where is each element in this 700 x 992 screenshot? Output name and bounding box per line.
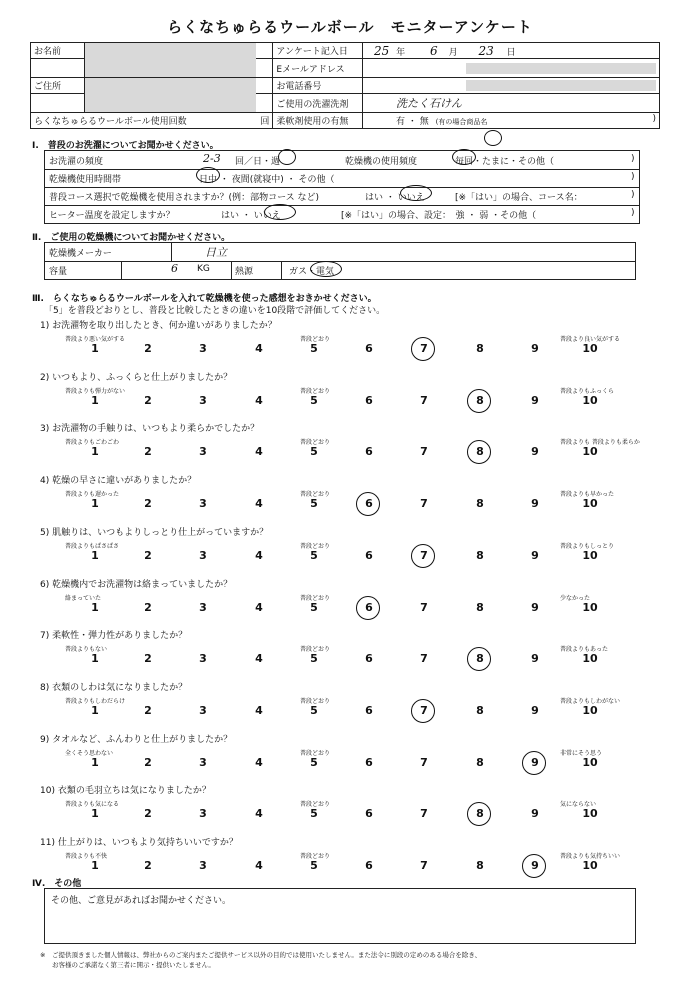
course-options: はい ・ いいえ bbox=[365, 193, 425, 203]
rating-option[interactable]: 1 bbox=[91, 393, 99, 407]
freq-value: 2-3 bbox=[203, 152, 221, 165]
rating-option[interactable]: 5 bbox=[310, 652, 318, 666]
softener-label: 柔軟剤使用の有無 bbox=[273, 113, 363, 129]
email-field[interactable] bbox=[363, 59, 660, 78]
rating-option[interactable]: 1 bbox=[91, 600, 99, 614]
rating-option[interactable]: 1 bbox=[91, 807, 99, 821]
name-label: お名前 bbox=[31, 43, 85, 59]
scale-label-low: 普段よりも気になる bbox=[65, 801, 120, 809]
question-text: 10) 衣類の毛羽立ちは気になりましたか？ bbox=[40, 786, 211, 797]
freq-week-circle bbox=[278, 149, 296, 165]
scale-label-high: 普段よりもしわがない bbox=[560, 697, 621, 705]
rating-option[interactable]: 7 bbox=[420, 445, 428, 459]
dryer-freq-options: 毎回・たまに・その他（ bbox=[455, 157, 555, 167]
scale-label-mid: 普段どおり bbox=[300, 542, 331, 550]
rating-option[interactable]: 7 bbox=[420, 807, 428, 821]
selected-rating-circle bbox=[356, 596, 380, 620]
rating-option[interactable]: 6 bbox=[365, 652, 373, 666]
dryer-time-label: 乾燥機使用時間帯 bbox=[49, 175, 122, 185]
scale-label-low: 全くそう思わない bbox=[65, 749, 114, 757]
rating-option[interactable]: 7 bbox=[420, 342, 428, 355]
rating-option[interactable]: 10 bbox=[582, 548, 598, 562]
dryer-every-circle bbox=[452, 149, 476, 165]
scale-label-high: 普段よりもふっくら bbox=[560, 387, 615, 395]
rating-option[interactable]: 3 bbox=[199, 497, 207, 511]
rating-option[interactable]: 6 bbox=[365, 497, 373, 511]
rating-option[interactable]: 9 bbox=[531, 652, 539, 666]
rating-option[interactable]: 1 bbox=[91, 652, 99, 666]
rating-option[interactable]: 5 bbox=[310, 342, 318, 355]
rating-option[interactable]: 3 bbox=[199, 600, 207, 614]
rating-option[interactable]: 1 bbox=[91, 548, 99, 562]
rating-option[interactable]: 9 bbox=[531, 497, 539, 511]
rating-option[interactable]: 7 bbox=[420, 652, 428, 666]
question-text: 2) いつもより、ふっくらと仕上がりましたか？ bbox=[40, 372, 233, 383]
phone-label: お電話番号 bbox=[273, 78, 363, 94]
question-text: 5) 肌触りは、いつもよりしっとり仕上がっていますか？ bbox=[40, 527, 269, 538]
address-label: ご住所 bbox=[31, 78, 85, 94]
scale-label-high: 気にならない bbox=[560, 801, 597, 809]
rating-option[interactable]: 6 bbox=[365, 703, 373, 717]
heater-close: ) bbox=[631, 208, 635, 218]
rating-option[interactable]: 7 bbox=[420, 393, 428, 407]
capacity-value: 6 bbox=[171, 262, 178, 275]
scale-label-mid: 普段どおり bbox=[300, 749, 331, 757]
rating-option[interactable]: 3 bbox=[199, 807, 207, 821]
section3-subheading: 「5」を普段どおりとし、普段と比較したときの違いを10段階で評価してください。 bbox=[44, 306, 386, 316]
rating-option[interactable]: 6 bbox=[365, 445, 373, 459]
rating-option[interactable]: 1 bbox=[91, 755, 99, 769]
year-unit: 年 bbox=[396, 47, 406, 58]
rating-option[interactable]: 9 bbox=[531, 600, 539, 614]
rating-option[interactable]: 2 bbox=[144, 445, 152, 459]
question-text: 8) 衣類のしわは気になりましたか？ bbox=[40, 682, 188, 693]
scale-label-high: 普段よりも 普段よりも柔らか bbox=[560, 439, 640, 447]
section2-box bbox=[44, 242, 636, 280]
rating-option[interactable]: 3 bbox=[199, 342, 207, 355]
rating-option[interactable]: 6 bbox=[365, 807, 373, 821]
rating-option[interactable]: 3 bbox=[199, 393, 207, 407]
rating-option[interactable]: 8 bbox=[476, 342, 484, 355]
scale-label-low: 普段よりも不快 bbox=[65, 853, 108, 860]
dryer-time-options: 日中 ・ 夜間(就寝中) ・ その他（ bbox=[199, 175, 335, 185]
scale-label-mid: 普段どおり bbox=[300, 439, 331, 447]
question-text: 11) 仕上がりは、いつもより気持ちいいですか？ bbox=[40, 838, 238, 848]
phone-field[interactable] bbox=[363, 78, 660, 94]
rating-option[interactable]: 10 bbox=[582, 600, 598, 614]
scale-label-high: 普段より良い気がする bbox=[560, 336, 621, 343]
heater-label: ヒーター温度を設定しますか？ bbox=[49, 211, 175, 221]
rating-option[interactable]: 6 bbox=[365, 755, 373, 769]
rating-option[interactable]: 10 bbox=[582, 342, 598, 355]
privacy-notice bbox=[40, 950, 481, 970]
rating-option[interactable]: 9 bbox=[531, 703, 539, 717]
heater-options: はい ・ いいえ bbox=[221, 211, 281, 221]
scale-label-mid: 普段どおり bbox=[300, 853, 331, 860]
date-label: アンケート記入日 bbox=[273, 43, 363, 59]
question-text: 9) タオルなど、ふんわりと仕上がりましたか？ bbox=[40, 734, 233, 745]
scale-label-mid: 普段どおり bbox=[300, 336, 331, 343]
rating-option[interactable]: 3 bbox=[199, 445, 207, 459]
rating-option[interactable]: 8 bbox=[476, 652, 484, 666]
selected-rating-circle bbox=[522, 854, 546, 878]
rating-option[interactable]: 8 bbox=[476, 445, 484, 459]
scale-label-low: 普段よりもごわごわ bbox=[65, 439, 120, 447]
usage-count-unit: 回 bbox=[256, 113, 273, 129]
rating-option[interactable]: 10 bbox=[582, 393, 598, 407]
scale-label-high: 普段よりもあった bbox=[560, 646, 608, 654]
comments-prompt: その他、ご意見があればお聞かせください。 bbox=[51, 896, 232, 906]
softener-field[interactable] bbox=[363, 113, 660, 129]
course-no-circle bbox=[400, 185, 432, 201]
name-field[interactable] bbox=[84, 43, 256, 78]
rating-option[interactable]: 7 bbox=[420, 703, 428, 717]
rating-option[interactable]: 8 bbox=[476, 859, 484, 872]
scale-label-low: 普段より悪い気がする bbox=[65, 336, 126, 343]
rating-option[interactable]: 1 bbox=[91, 497, 99, 511]
scale-label-mid: 普段どおり bbox=[300, 594, 331, 602]
question-text: 4) 乾燥の早さに違いがありましたか？ bbox=[40, 476, 197, 487]
freq-units: 回／日・週 bbox=[235, 157, 281, 167]
rating-option[interactable]: 2 bbox=[144, 342, 152, 355]
rating-option[interactable]: 7 bbox=[420, 859, 428, 872]
date-day: 23 bbox=[478, 43, 494, 58]
rating-option[interactable]: 2 bbox=[144, 703, 152, 717]
rating-option[interactable]: 5 bbox=[310, 445, 318, 459]
selected-rating-circle bbox=[467, 440, 491, 464]
rating-option[interactable]: 8 bbox=[476, 393, 484, 407]
scale-label-high: 普段よりも早かった bbox=[560, 491, 615, 499]
rating-option[interactable]: 10 bbox=[582, 652, 598, 666]
scale-label-low: 普段よりも弾力がない bbox=[65, 387, 126, 395]
rating-option[interactable]: 3 bbox=[199, 652, 207, 666]
rating-option[interactable]: 2 bbox=[144, 652, 152, 666]
rating-option[interactable]: 4 bbox=[255, 393, 263, 407]
capacity-label: 容量 bbox=[49, 267, 68, 277]
selected-rating-circle bbox=[522, 751, 546, 775]
heater-no-circle bbox=[264, 204, 296, 220]
softener-note: (有の場合商品名 bbox=[435, 118, 488, 126]
rating-option[interactable]: 10 bbox=[582, 807, 598, 821]
rating-option[interactable]: 7 bbox=[420, 497, 428, 511]
selected-rating-circle bbox=[411, 699, 435, 723]
rating-option[interactable]: 9 bbox=[531, 393, 539, 407]
rating-option[interactable]: 9 bbox=[531, 445, 539, 459]
scale-label-low: 普段よりもぱさぱさ bbox=[65, 542, 120, 550]
rating-option[interactable]: 6 bbox=[365, 548, 373, 562]
address-field[interactable] bbox=[84, 78, 256, 113]
rating-option[interactable]: 8 bbox=[476, 600, 484, 614]
question-text: 1) お洗濯物を取り出したとき、何か違いがありましたか？ bbox=[40, 321, 277, 331]
dryer-freq-label: 乾燥機の使用頻度 bbox=[345, 157, 418, 167]
rating-option[interactable]: 9 bbox=[531, 342, 539, 355]
rating-option[interactable]: 3 bbox=[199, 703, 207, 717]
survey-title: らくなちゅらるウールボール モニターアンケート bbox=[167, 18, 533, 36]
rating-option[interactable]: 3 bbox=[199, 859, 207, 872]
rating-option[interactable]: 2 bbox=[144, 807, 152, 821]
softener-close: ) bbox=[652, 114, 656, 124]
rating-option[interactable]: 5 bbox=[310, 548, 318, 562]
rating-option[interactable]: 7 bbox=[420, 548, 428, 562]
rating-option[interactable]: 2 bbox=[144, 497, 152, 511]
date-field[interactable] bbox=[363, 43, 660, 59]
section3-heading: Ⅲ. らくなちゅらるウールボールを入れて乾燥機を使った感想をおきかせください。 bbox=[32, 294, 377, 304]
month-unit: 月 bbox=[448, 47, 458, 58]
rating-option[interactable]: 6 bbox=[365, 859, 373, 872]
section4-heading: Ⅳ. その他 bbox=[32, 879, 82, 889]
rating-option[interactable]: 2 bbox=[144, 393, 152, 407]
scale-label-low: 絡まっていた bbox=[65, 594, 102, 602]
rating-option[interactable]: 4 bbox=[255, 497, 263, 511]
rating-option[interactable]: 4 bbox=[255, 652, 263, 666]
heater-note: [※「はい」の場合、設定： 強 ・ 弱 ・その他（ bbox=[341, 211, 537, 221]
rating-option[interactable]: 9 bbox=[531, 859, 539, 872]
daytime-circle bbox=[196, 167, 220, 183]
date-month: 6 bbox=[430, 43, 438, 58]
privacy-line-1: ※ ご提供頂きました個人情報は、弊社からのご案内またご提供サービス以外の目的では使用いたしません。また法令に別段の定めのある場合を除き、 bbox=[40, 951, 482, 959]
email-label: Eメールアドレス bbox=[273, 59, 363, 78]
privacy-line-2: お客様のご承諾なく第三者に開示・提供いたしません。 bbox=[52, 961, 215, 969]
rating-option[interactable]: 1 bbox=[91, 445, 99, 459]
course-close: ) bbox=[631, 190, 635, 200]
softener-options: 有 ・ 無 bbox=[396, 117, 429, 127]
rating-option[interactable]: 10 bbox=[582, 497, 598, 511]
course-note: [※「はい」の場合、コース名： bbox=[455, 193, 583, 203]
rating-option[interactable]: 4 bbox=[255, 548, 263, 562]
date-year: 25 bbox=[374, 43, 390, 58]
rating-option[interactable]: 4 bbox=[255, 755, 263, 769]
rating-option[interactable]: 1 bbox=[91, 703, 99, 717]
scale-label-low: 普段よりも遅かった bbox=[65, 491, 120, 499]
dryer-freq-close: ) bbox=[631, 154, 635, 164]
scale-label-mid: 普段どおり bbox=[300, 697, 331, 705]
selected-rating-circle bbox=[411, 544, 435, 568]
rating-option[interactable]: 5 bbox=[310, 600, 318, 614]
question-text: 7) 柔軟性・弾力性がありましたか？ bbox=[40, 631, 188, 642]
heat-value: ガス・電気 bbox=[289, 267, 335, 277]
rating-option[interactable]: 5 bbox=[310, 703, 318, 717]
rating-option[interactable]: 4 bbox=[255, 445, 263, 459]
rating-option[interactable]: 7 bbox=[420, 755, 428, 769]
heat-label: 熱源 bbox=[235, 267, 254, 277]
rating-option[interactable]: 10 bbox=[582, 859, 598, 872]
question-text: 6) 乾燥機内でお洗濯物は絡まっていましたか？ bbox=[40, 579, 233, 590]
rating-option[interactable]: 8 bbox=[476, 548, 484, 562]
scale-label-mid: 普段どおり bbox=[300, 646, 331, 654]
rating-option[interactable]: 8 bbox=[476, 807, 484, 821]
rating-option[interactable]: 1 bbox=[91, 859, 99, 872]
scale-label-high: 少なかった bbox=[560, 594, 591, 602]
selected-rating-circle bbox=[411, 337, 435, 361]
scale-label-mid: 普段どおり bbox=[300, 387, 331, 395]
detergent-label: ご使用の洗濯洗剤 bbox=[273, 94, 363, 113]
rating-option[interactable]: 10 bbox=[582, 703, 598, 717]
rating-option[interactable]: 8 bbox=[476, 703, 484, 717]
softener-none-circle bbox=[484, 130, 502, 146]
comments-box[interactable] bbox=[44, 888, 636, 944]
selected-rating-circle bbox=[467, 647, 491, 671]
day-unit: 日 bbox=[506, 47, 516, 58]
rating-option[interactable]: 4 bbox=[255, 859, 263, 872]
rating-option[interactable]: 3 bbox=[199, 755, 207, 769]
rating-option[interactable]: 2 bbox=[144, 548, 152, 562]
rating-option[interactable]: 5 bbox=[310, 393, 318, 407]
rating-option[interactable]: 7 bbox=[420, 600, 428, 614]
electric-circle bbox=[310, 261, 342, 277]
rating-option[interactable]: 5 bbox=[310, 807, 318, 821]
scale-label-low: 普段よりもない bbox=[65, 646, 108, 654]
rating-option[interactable]: 2 bbox=[144, 755, 152, 769]
rating-option[interactable]: 8 bbox=[476, 755, 484, 769]
rating-option[interactable]: 3 bbox=[199, 548, 207, 562]
rating-option[interactable]: 5 bbox=[310, 755, 318, 769]
rating-option[interactable]: 9 bbox=[531, 807, 539, 821]
rating-option[interactable]: 2 bbox=[144, 859, 152, 872]
rating-option[interactable]: 6 bbox=[365, 600, 373, 614]
scale-label-high: 普段よりもしっとり bbox=[560, 542, 615, 550]
section2-heading: Ⅱ. ご使用の乾燥機についてお聞かせください。 bbox=[32, 233, 231, 243]
maker-value: 日立 bbox=[205, 246, 227, 259]
question-text: 3) お洗濯物の手触りは、いつもより柔らかでしたか？ bbox=[40, 424, 260, 435]
rating-option[interactable]: 4 bbox=[255, 342, 263, 355]
rating-option[interactable]: 8 bbox=[476, 497, 484, 511]
section1-box bbox=[44, 150, 640, 224]
capacity-unit: KG bbox=[197, 264, 210, 274]
rating-option[interactable]: 9 bbox=[531, 755, 539, 769]
rating-option[interactable]: 4 bbox=[255, 703, 263, 717]
rating-option[interactable]: 6 bbox=[365, 393, 373, 407]
rating-option[interactable]: 4 bbox=[255, 807, 263, 821]
detergent-field[interactable] bbox=[363, 94, 660, 113]
scale-label-high: 普段よりも気持ちいい bbox=[560, 853, 621, 860]
freq-label: お洗濯の頻度 bbox=[49, 157, 104, 167]
scale-label-mid: 普段どおり bbox=[300, 801, 331, 809]
rating-option[interactable]: 4 bbox=[255, 600, 263, 614]
scale-label-low: 普段よりもしわだらけ bbox=[65, 697, 126, 705]
scale-label-mid: 普段どおり bbox=[300, 491, 331, 499]
rating-option[interactable]: 10 bbox=[582, 445, 598, 459]
rating-option[interactable]: 2 bbox=[144, 600, 152, 614]
rating-option[interactable]: 1 bbox=[91, 342, 99, 355]
rating-option[interactable]: 6 bbox=[365, 342, 373, 355]
course-label: 普段コース選択で乾燥機を使用されますか？(例：部物コース など) bbox=[49, 193, 319, 203]
rating-option[interactable]: 5 bbox=[310, 859, 318, 872]
selected-rating-circle bbox=[467, 802, 491, 826]
rating-option[interactable]: 5 bbox=[310, 497, 318, 511]
dryer-time-close: ) bbox=[631, 172, 635, 182]
respondent-info-table bbox=[30, 42, 660, 129]
usage-count-label: らくなちゅらるウールボール使用回数 bbox=[31, 113, 257, 129]
selected-rating-circle bbox=[356, 492, 380, 516]
detergent-value: 洗たく石けん bbox=[396, 97, 462, 110]
maker-label: 乾燥機メーカー bbox=[49, 249, 112, 259]
selected-rating-circle bbox=[467, 389, 491, 413]
scale-label-high: 非常にそう思う bbox=[560, 749, 603, 757]
rating-option[interactable]: 10 bbox=[582, 755, 598, 769]
rating-option[interactable]: 9 bbox=[531, 548, 539, 562]
section1-heading: Ⅰ. 普段のお洗濯についてお聞かせください。 bbox=[32, 141, 219, 151]
